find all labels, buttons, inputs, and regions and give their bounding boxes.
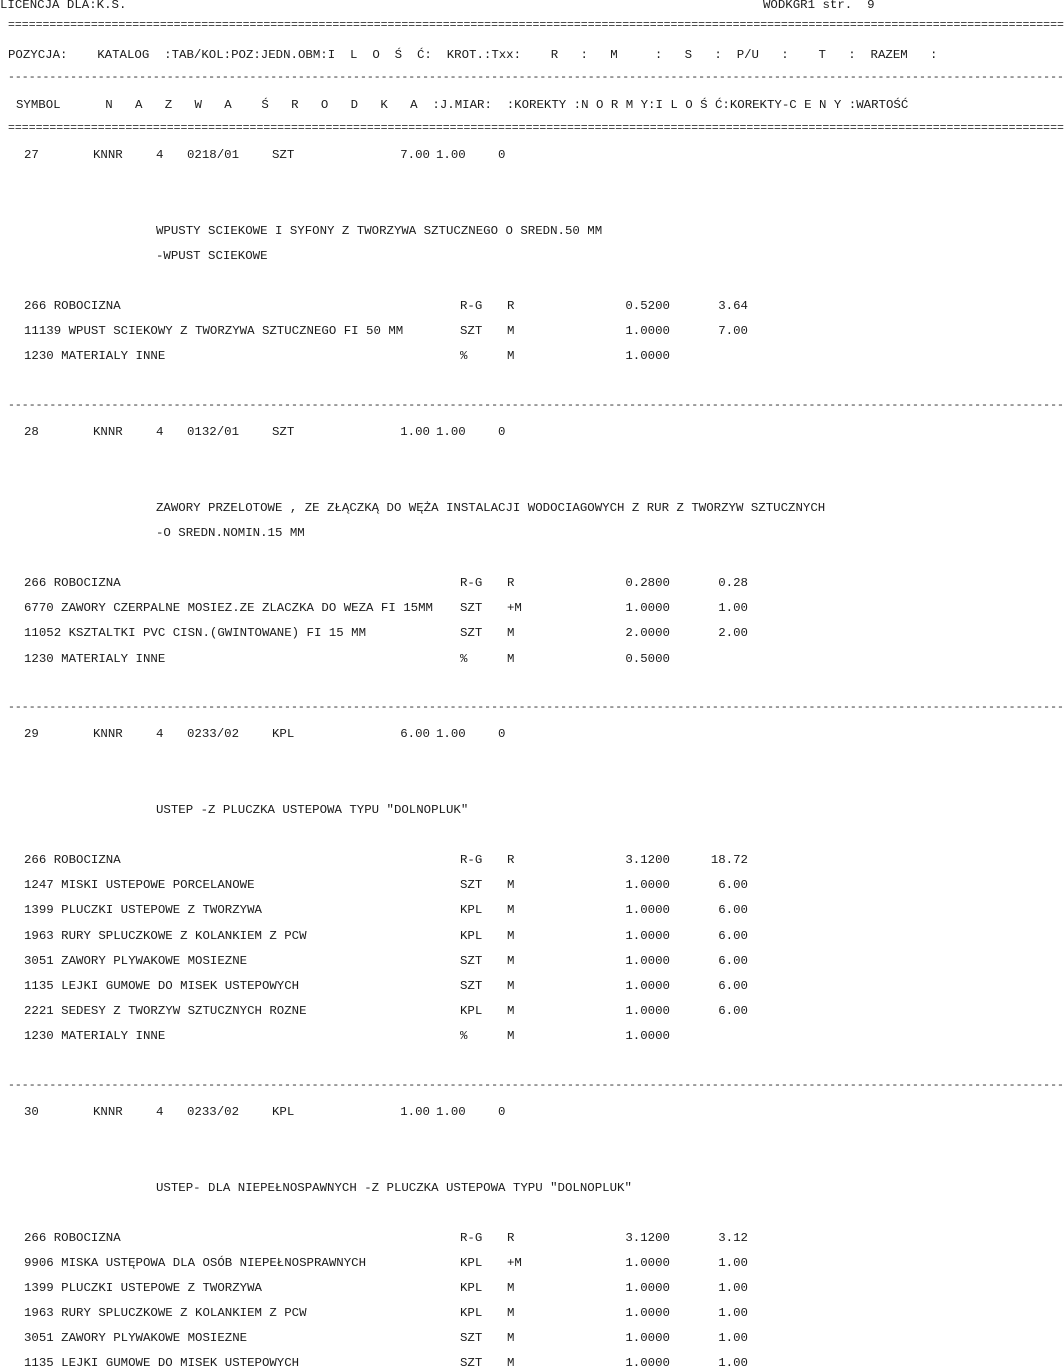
- resource-unit: %: [460, 652, 468, 666]
- resource-type: M: [507, 652, 515, 666]
- resource-name: 11139 WPUST SCIEKOWY Z TWORZYWA SZTUCZNEGO FI 50 MM: [24, 324, 404, 338]
- position-table: 4: [156, 148, 164, 162]
- resource-row: [0, 903, 960, 918]
- resource-name: 11052 KSZTALTKI PVC CISN.(GWINTOWANE) FI 15 MM: [24, 626, 367, 640]
- resource-name: 1399 PLUCZKI USTEPOWE Z TWORZYWA: [24, 1281, 262, 1295]
- resource-quantity: 6.00: [718, 929, 748, 943]
- resource-quantity: 1.00: [718, 1281, 748, 1295]
- resource-unit: SZT: [460, 954, 483, 968]
- resource-row: [0, 1331, 960, 1346]
- position-unit: SZT: [272, 148, 295, 162]
- resource-type: M: [507, 1331, 515, 1345]
- position-table: 4: [156, 1105, 164, 1119]
- column-header-row-2: SYMBOL N A Z W A Ś R O D K A :J.MIAR: :KOREKTY :N O R M Y:I L O Ś Ć:KOREKTY-C E N Y :WARTOŚĆ: [16, 98, 909, 112]
- resource-quantity: 3.64: [718, 299, 748, 313]
- position-code: 0218/01: [187, 148, 240, 162]
- resource-name: 3051 ZAWORY PLYWAKOWE MOSIEZNE: [24, 954, 248, 968]
- resource-unit: KPL: [460, 1256, 483, 1270]
- resource-unit: %: [460, 1029, 468, 1043]
- resource-quantity: 6.00: [718, 1004, 748, 1018]
- resource-quantity: 1.00: [718, 1256, 748, 1270]
- resource-quantity: 6.00: [718, 979, 748, 993]
- resource-norm: 1.0000: [625, 1029, 670, 1043]
- resource-type: M: [507, 1004, 515, 1018]
- resource-row: [0, 929, 960, 944]
- position-unit: KPL: [272, 727, 295, 741]
- resource-name: 1135 LEJKI GUMOWE DO MISEK USTEPOWYCH: [24, 979, 300, 993]
- resource-type: M: [507, 1281, 515, 1295]
- resource-norm: 1.0000: [625, 1004, 670, 1018]
- resource-type: M: [507, 324, 515, 338]
- position-description: ZAWORY PRZELOTOWE , ZE ZŁĄCZKĄ DO WĘŻA INSTALACJI WODOCIAGOWYCH Z RUR Z TWORZYW SZTUCZNYCH: [156, 501, 826, 515]
- resource-unit: R-G: [460, 576, 483, 590]
- resource-unit: SZT: [460, 878, 483, 892]
- position-description: -WPUST SCIEKOWE: [156, 249, 268, 263]
- resource-row: [0, 349, 960, 364]
- resource-row: [0, 878, 960, 893]
- resource-norm: 0.2800: [625, 576, 670, 590]
- resource-name: 9906 MISKA USTĘPOWA DLA OSÓB NIEPEŁNOSPRAWNYCH: [24, 1256, 367, 1270]
- position-description: WPUSTY SCIEKOWE I SYFONY Z TWORZYWA SZTUCZNEGO O SREDN.50 MM: [156, 224, 603, 238]
- resource-row: [0, 954, 960, 969]
- resource-row: [0, 853, 960, 868]
- resource-name: 1230 MATERIALY INNE: [24, 1029, 166, 1043]
- resource-norm: 0.5200: [625, 299, 670, 313]
- resource-unit: R-G: [460, 853, 483, 867]
- column-header-row-1: POZYCJA: KATALOG :TAB/KOL:POZ:JEDN.OBM:I L O Ś Ć: KROT.:Txx: R : M : S : P/U : T : RAZEM :: [8, 48, 938, 62]
- resource-quantity: 6.00: [718, 954, 748, 968]
- resource-norm: 1.0000: [625, 1281, 670, 1295]
- resource-type: R: [507, 299, 515, 313]
- position-description: USTEP- DLA NIEPEŁNOSPAWNYCH -Z PLUCZKA USTEPOWA TYPU "DOLNOPLUK": [156, 1181, 632, 1195]
- position-catalog: KNNR: [93, 727, 123, 741]
- position-t-flag: 0: [498, 1105, 506, 1119]
- resource-name: 266 ROBOCIZNA: [24, 853, 121, 867]
- resource-unit: SZT: [460, 979, 483, 993]
- resource-unit: KPL: [460, 1306, 483, 1320]
- resource-norm: 3.1200: [625, 1231, 670, 1245]
- resource-row: [0, 1356, 960, 1371]
- position-quantity: 6.00: [400, 727, 430, 741]
- resource-norm: 1.0000: [625, 1306, 670, 1320]
- resource-name: 266 ROBOCIZNA: [24, 299, 121, 313]
- resource-quantity: 6.00: [718, 878, 748, 892]
- resource-type: M: [507, 929, 515, 943]
- license-label: LICENCJA DLA:K.S.: [0, 0, 127, 12]
- resource-name: 1963 RURY SPLUCZKOWE Z KOLANKIEM Z PCW: [24, 929, 307, 943]
- resource-name: 1230 MATERIALY INNE: [24, 652, 166, 666]
- resource-type: R: [507, 576, 515, 590]
- position-code: 0233/02: [187, 1105, 240, 1119]
- page-reference: WODKGR1 str. 9: [763, 0, 875, 12]
- position-catalog: KNNR: [93, 148, 123, 162]
- resource-name: 2221 SEDESY Z TWORZYW SZTUCZNYCH ROZNE: [24, 1004, 307, 1018]
- resource-type: +M: [507, 1256, 522, 1270]
- resource-type: R: [507, 853, 515, 867]
- resource-quantity: 3.12: [718, 1231, 748, 1245]
- resource-row: [0, 601, 960, 616]
- position-description: USTEP -Z PLUCZKA USTEPOWA TYPU "DOLNOPLUK": [156, 803, 469, 817]
- resource-row: [0, 1029, 960, 1044]
- single-separator: ---------------------------------------------------------------------------------------------------------------------------------------------------------: [8, 701, 1064, 714]
- resource-row: [0, 1231, 960, 1246]
- resource-norm: 3.1200: [625, 853, 670, 867]
- resource-norm: 1.0000: [625, 954, 670, 968]
- resource-unit: KPL: [460, 1281, 483, 1295]
- position-quantity: 1.00: [400, 425, 430, 439]
- resource-norm: 1.0000: [625, 878, 670, 892]
- resource-quantity: 7.00: [718, 324, 748, 338]
- position-description: -O SREDN.NOMIN.15 MM: [156, 526, 305, 540]
- position-multiplier: 1.00: [436, 1105, 466, 1119]
- resource-name: 1247 MISKI USTEPOWE PORCELANOWE: [24, 878, 255, 892]
- position-number: 27: [24, 148, 39, 162]
- position-number: 29: [24, 727, 39, 741]
- resource-unit: SZT: [460, 1356, 483, 1370]
- resource-row: [0, 1281, 960, 1296]
- resource-row: [0, 299, 960, 314]
- resource-name: 1963 RURY SPLUCZKOWE Z KOLANKIEM Z PCW: [24, 1306, 307, 1320]
- position-code: 0132/01: [187, 425, 240, 439]
- position-t-flag: 0: [498, 425, 506, 439]
- resource-unit: KPL: [460, 903, 483, 917]
- position-multiplier: 1.00: [436, 727, 466, 741]
- resource-norm: 0.5000: [625, 652, 670, 666]
- resource-type: M: [507, 349, 515, 363]
- position-header: [0, 1105, 960, 1120]
- resource-quantity: 1.00: [718, 1356, 748, 1370]
- resource-quantity: 6.00: [718, 903, 748, 917]
- resource-row: [0, 1256, 960, 1271]
- resource-unit: KPL: [460, 929, 483, 943]
- resource-norm: 1.0000: [625, 1256, 670, 1270]
- resource-unit: R-G: [460, 299, 483, 313]
- resource-norm: 1.0000: [625, 929, 670, 943]
- resource-name: 266 ROBOCIZNA: [24, 576, 121, 590]
- position-header: [0, 425, 960, 440]
- resource-type: M: [507, 1356, 515, 1370]
- position-t-flag: 0: [498, 148, 506, 162]
- resource-name: 1135 LEJKI GUMOWE DO MISEK USTEPOWYCH: [24, 1356, 300, 1370]
- resource-type: M: [507, 903, 515, 917]
- resource-quantity: 1.00: [718, 1306, 748, 1320]
- resource-norm: 1.0000: [625, 903, 670, 917]
- position-number: 30: [24, 1105, 39, 1119]
- resource-quantity: 0.28: [718, 576, 748, 590]
- resource-row: [0, 1306, 960, 1321]
- position-catalog: KNNR: [93, 1105, 123, 1119]
- position-multiplier: 1.00: [436, 148, 466, 162]
- resource-row: [0, 324, 960, 339]
- resource-norm: 1.0000: [625, 349, 670, 363]
- resource-norm: 2.0000: [625, 626, 670, 640]
- position-table: 4: [156, 425, 164, 439]
- resource-unit: KPL: [460, 1004, 483, 1018]
- resource-row: [0, 979, 960, 994]
- resource-name: 266 ROBOCIZNA: [24, 1231, 121, 1245]
- position-unit: SZT: [272, 425, 295, 439]
- resource-norm: 1.0000: [625, 1356, 670, 1370]
- position-quantity: 7.00: [400, 148, 430, 162]
- resource-type: +M: [507, 601, 522, 615]
- resource-type: M: [507, 1029, 515, 1043]
- resource-unit: R-G: [460, 1231, 483, 1245]
- resource-type: M: [507, 626, 515, 640]
- resource-norm: 1.0000: [625, 324, 670, 338]
- double-separator-header: =========================================================================================================================================================: [8, 122, 1064, 135]
- position-catalog: KNNR: [93, 425, 123, 439]
- position-unit: KPL: [272, 1105, 295, 1119]
- resource-norm: 1.0000: [625, 601, 670, 615]
- resource-name: 1399 PLUCZKI USTEPOWE Z TWORZYWA: [24, 903, 262, 917]
- resource-quantity: 1.00: [718, 1331, 748, 1345]
- position-header: [0, 727, 960, 742]
- resource-unit: SZT: [460, 626, 483, 640]
- resource-name: 1230 MATERIALY INNE: [24, 349, 166, 363]
- double-separator-top: =========================================================================================================================================================: [8, 19, 1064, 32]
- single-separator: ---------------------------------------------------------------------------------------------------------------------------------------------------------: [8, 1079, 1064, 1092]
- resource-unit: SZT: [460, 324, 483, 338]
- position-code: 0233/02: [187, 727, 240, 741]
- resource-type: M: [507, 878, 515, 892]
- position-t-flag: 0: [498, 727, 506, 741]
- resource-row: [0, 1004, 960, 1019]
- resource-type: R: [507, 1231, 515, 1245]
- resource-quantity: 1.00: [718, 601, 748, 615]
- resource-unit: %: [460, 349, 468, 363]
- single-separator: ---------------------------------------------------------------------------------------------------------------------------------------------------------: [8, 399, 1064, 412]
- resource-unit: SZT: [460, 601, 483, 615]
- resource-norm: 1.0000: [625, 979, 670, 993]
- resource-unit: SZT: [460, 1331, 483, 1345]
- resource-quantity: 2.00: [718, 626, 748, 640]
- resource-row: [0, 652, 960, 667]
- resource-row: [0, 626, 960, 641]
- position-header: [0, 148, 960, 163]
- resource-name: 6770 ZAWORY CZERPALNE MOSIEZ.ZE ZLACZKA DO WEZA FI 15MM: [24, 601, 433, 615]
- resource-type: M: [507, 1306, 515, 1320]
- resource-row: [0, 576, 960, 591]
- position-number: 28: [24, 425, 39, 439]
- resource-type: M: [507, 979, 515, 993]
- resource-quantity: 18.72: [710, 853, 748, 867]
- position-table: 4: [156, 727, 164, 741]
- resource-norm: 1.0000: [625, 1331, 670, 1345]
- resource-type: M: [507, 954, 515, 968]
- resource-name: 3051 ZAWORY PLYWAKOWE MOSIEZNE: [24, 1331, 248, 1345]
- position-multiplier: 1.00: [436, 425, 466, 439]
- position-quantity: 1.00: [400, 1105, 430, 1119]
- single-separator-header: ---------------------------------------------------------------------------------------------------------------------------------------------------------: [8, 71, 1064, 84]
